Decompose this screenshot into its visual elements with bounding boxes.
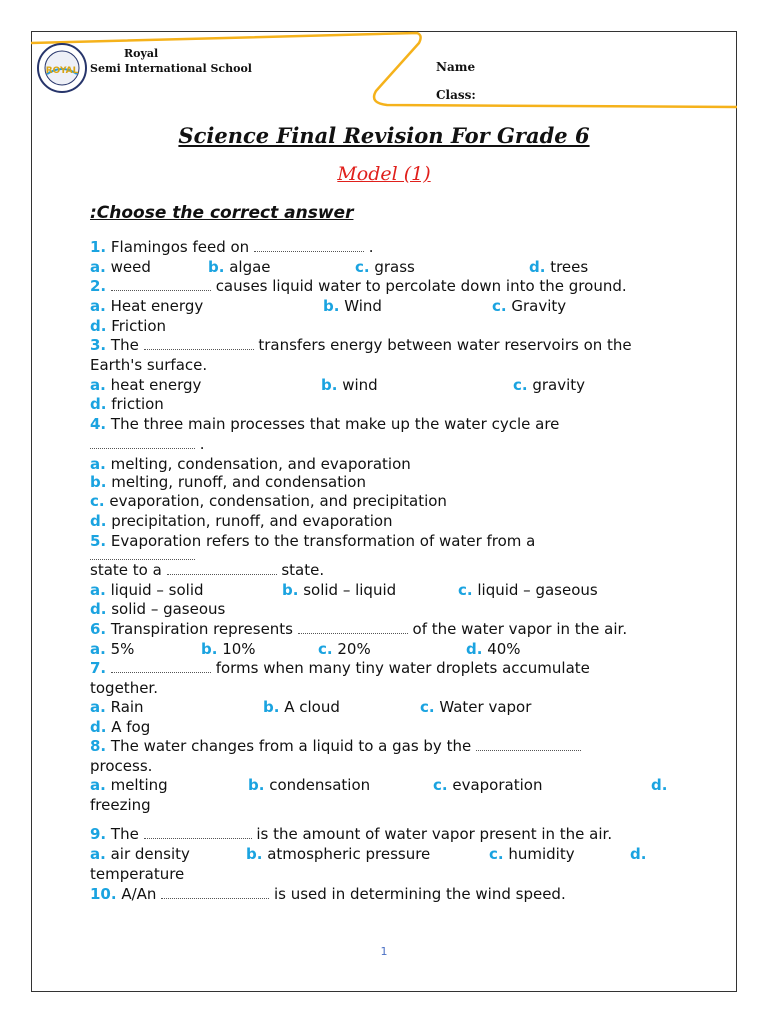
school-name-line1: Royal (124, 47, 159, 60)
question-text: process. (90, 757, 153, 775)
answer-option[interactable] (246, 845, 430, 863)
answer-option[interactable] (90, 845, 190, 863)
question-text: Flamingos feed on (106, 238, 254, 256)
question-text: grass (369, 258, 415, 276)
option-letter: a. (90, 376, 106, 394)
question-line (90, 473, 366, 491)
option-letter: d. (90, 718, 107, 736)
answer-blank[interactable] (111, 660, 211, 673)
answer-option[interactable] (323, 297, 382, 315)
question-line (90, 737, 581, 755)
question-text: 5% (105, 640, 135, 658)
question-line (90, 317, 166, 335)
school-name (90, 46, 252, 76)
header-curve-decoration (31, 31, 737, 121)
answer-option[interactable] (208, 258, 271, 276)
option-letter: c. (513, 376, 528, 394)
question-text: algae (224, 258, 271, 276)
question-line (90, 640, 680, 658)
option-letter: b. (263, 698, 280, 716)
question-number: 3. (90, 336, 107, 354)
answer-option[interactable] (201, 640, 256, 658)
option-letter: b. (201, 640, 218, 658)
question-line (90, 679, 158, 697)
question-number: 5. (90, 532, 107, 550)
option-letter: d. (466, 640, 483, 658)
answer-blank[interactable] (167, 562, 277, 575)
question-text: atmospheric pressure (262, 845, 431, 863)
question-line (90, 659, 590, 677)
question-text: melting (105, 776, 168, 794)
question-line (90, 757, 152, 775)
page-number: 1 (380, 945, 388, 958)
answer-blank[interactable] (298, 621, 408, 634)
answer-blank[interactable] (111, 278, 211, 291)
question-line (90, 776, 680, 794)
question-text: is used in determining the wind speed. (269, 885, 566, 903)
question-text: gravity (527, 376, 586, 394)
option-letter: c. (355, 258, 370, 276)
option-letter: b. (282, 581, 299, 599)
question-text: transfers energy between water reservoirs on the (253, 336, 632, 354)
question-text: heat energy (105, 376, 202, 394)
question-line (90, 698, 680, 716)
option-letter: d. (90, 600, 107, 618)
answer-option[interactable] (248, 776, 370, 794)
answer-blank[interactable] (144, 826, 252, 839)
answer-blank[interactable] (90, 436, 195, 449)
question-number: 8. (90, 737, 107, 755)
option-letter: a. (90, 698, 106, 716)
question-text: 20% (332, 640, 371, 658)
option-letter: d. (630, 845, 647, 863)
answer-option[interactable] (263, 698, 340, 716)
question-text: temperature (90, 865, 185, 883)
question-text: solid – liquid (298, 581, 397, 599)
option-letter: c. (433, 776, 448, 794)
option-letter: d. (90, 512, 107, 530)
option-letter: c. (420, 698, 435, 716)
question-text: A cloud (279, 698, 340, 716)
question-line (90, 376, 680, 394)
question-line (90, 356, 207, 374)
answer-option[interactable] (90, 698, 144, 716)
answer-option[interactable] (90, 258, 151, 276)
option-letter: b. (90, 473, 107, 491)
answer-blank[interactable] (144, 337, 254, 350)
question-number: 1. (90, 238, 107, 256)
question-line (90, 512, 393, 530)
question-text: evaporation, condensation, and precipitation (104, 492, 447, 510)
option-letter: a. (90, 297, 106, 315)
model-subtitle: Model (1) (337, 163, 431, 185)
option-letter: c. (489, 845, 504, 863)
answer-option[interactable] (90, 297, 203, 315)
answer-option[interactable] (90, 376, 201, 394)
question-text: freezing (90, 796, 151, 814)
question-line (90, 718, 150, 736)
question-text: Transpiration represents (106, 620, 298, 638)
question-text: Earth's surface. (90, 356, 208, 374)
question-text: The three main processes that make up the water cycle are (106, 415, 560, 433)
question-line (90, 435, 205, 453)
question-text: condensation (264, 776, 371, 794)
school-logo (36, 42, 88, 94)
answer-option[interactable] (90, 776, 168, 794)
option-letter: a. (90, 581, 106, 599)
question-text: Water vapor (434, 698, 532, 716)
question-text: . (363, 238, 374, 256)
option-letter: d. (651, 776, 668, 794)
question-line (90, 395, 164, 413)
answer-blank[interactable] (161, 886, 269, 899)
question-text: 10% (217, 640, 256, 658)
question-text: Gravity (506, 297, 567, 315)
question-text: state to a (90, 561, 167, 579)
question-text: The (106, 336, 144, 354)
question-text: solid – gaseous (106, 600, 226, 618)
answer-blank[interactable] (90, 547, 195, 560)
class-label: Class: (436, 88, 476, 102)
answer-option[interactable] (489, 845, 575, 863)
question-text: Heat energy (105, 297, 204, 315)
answer-option[interactable] (492, 297, 566, 315)
question-text: forms when many tiny water droplets accumulate (210, 659, 590, 677)
answer-option[interactable] (458, 581, 598, 599)
name-label: Name (436, 60, 476, 74)
answer-option[interactable] (513, 376, 585, 394)
question-text: weed (105, 258, 151, 276)
question-text: Evaporation refers to the transformation of water from a (106, 532, 536, 550)
question-line (90, 415, 559, 433)
question-line (90, 277, 627, 295)
answer-blank[interactable] (476, 738, 581, 751)
option-letter: b. (323, 297, 340, 315)
option-letter: c. (492, 297, 507, 315)
question-text: A fog (106, 718, 151, 736)
question-number: 10. (90, 885, 117, 903)
question-text: humidity (503, 845, 575, 863)
question-text: melting, runoff, and condensation (106, 473, 366, 491)
question-line (90, 492, 447, 510)
option-letter: a. (90, 845, 106, 863)
option-letter: b. (321, 376, 338, 394)
option-letter: a. (90, 640, 106, 658)
question-line (90, 258, 680, 276)
question-number: 7. (90, 659, 107, 677)
question-text: friction (106, 395, 164, 413)
section-heading: :Choose the correct answer (90, 203, 354, 223)
option-letter: d. (90, 395, 107, 413)
question-text: 40% (482, 640, 521, 658)
question-text: is the amount of water vapor present in the air. (251, 825, 613, 843)
question-text: trees (545, 258, 589, 276)
question-number: 4. (90, 415, 107, 433)
option-letter: d. (529, 258, 546, 276)
question-number: 6. (90, 620, 107, 638)
question-line (90, 865, 184, 883)
question-line (90, 561, 324, 579)
option-letter: a. (90, 776, 106, 794)
question-text: state. (276, 561, 325, 579)
answer-option[interactable] (321, 376, 378, 394)
school-name-line2: Semi International School (90, 62, 252, 75)
question-text: A/An (116, 885, 162, 903)
option-letter: c. (90, 492, 105, 510)
option-letter: b. (208, 258, 225, 276)
question-number: 9. (90, 825, 107, 843)
answer-option[interactable] (529, 258, 588, 276)
question-text: evaporation (447, 776, 543, 794)
question-text: Wind (339, 297, 382, 315)
answer-option[interactable] (90, 581, 204, 599)
option-letter: a. (90, 258, 106, 276)
question-line (90, 297, 680, 315)
page-title: Science Final Revision For Grade 6 (178, 123, 590, 148)
option-letter: b. (248, 776, 265, 794)
answer-option[interactable] (466, 640, 521, 658)
option-letter: a. (90, 455, 106, 473)
question-text: together. (90, 679, 158, 697)
answer-option[interactable] (318, 640, 371, 658)
option-letter: b. (246, 845, 263, 863)
question-text: of the water vapor in the air. (407, 620, 628, 638)
option-letter: c. (458, 581, 473, 599)
option-letter: d. (90, 317, 107, 335)
question-line (90, 581, 680, 599)
question-text: wind (337, 376, 378, 394)
question-text: melting, condensation, and evaporation (105, 455, 411, 473)
option-letter: c. (318, 640, 333, 658)
question-number: 2. (90, 277, 107, 295)
question-text: precipitation, runoff, and evaporation (106, 512, 393, 530)
answer-option[interactable] (355, 258, 415, 276)
question-line (90, 600, 225, 618)
question-text: Friction (106, 317, 167, 335)
question-line (90, 455, 411, 473)
question-text: The (106, 825, 144, 843)
answer-option[interactable] (420, 698, 531, 716)
question-text: causes liquid water to percolate down into the ground. (210, 277, 627, 295)
question-text: air density (105, 845, 190, 863)
answer-option[interactable] (433, 776, 542, 794)
question-line (90, 885, 566, 903)
question-text: . (195, 435, 205, 453)
svg-text:ROYAL: ROYAL (45, 66, 79, 76)
answer-option[interactable] (651, 776, 667, 794)
question-line (90, 845, 680, 863)
question-line (90, 336, 632, 354)
question-text: liquid – gaseous (472, 581, 598, 599)
question-line (90, 796, 151, 814)
answer-blank[interactable] (254, 239, 364, 252)
question-line (90, 620, 627, 638)
answer-option[interactable] (90, 640, 134, 658)
question-text: The water changes from a liquid to a gas by the (106, 737, 476, 755)
question-line (90, 238, 374, 256)
question-text: liquid – solid (105, 581, 204, 599)
question-text: Rain (105, 698, 144, 716)
answer-option[interactable] (630, 845, 646, 863)
question-line (90, 825, 612, 843)
answer-option[interactable] (282, 581, 396, 599)
